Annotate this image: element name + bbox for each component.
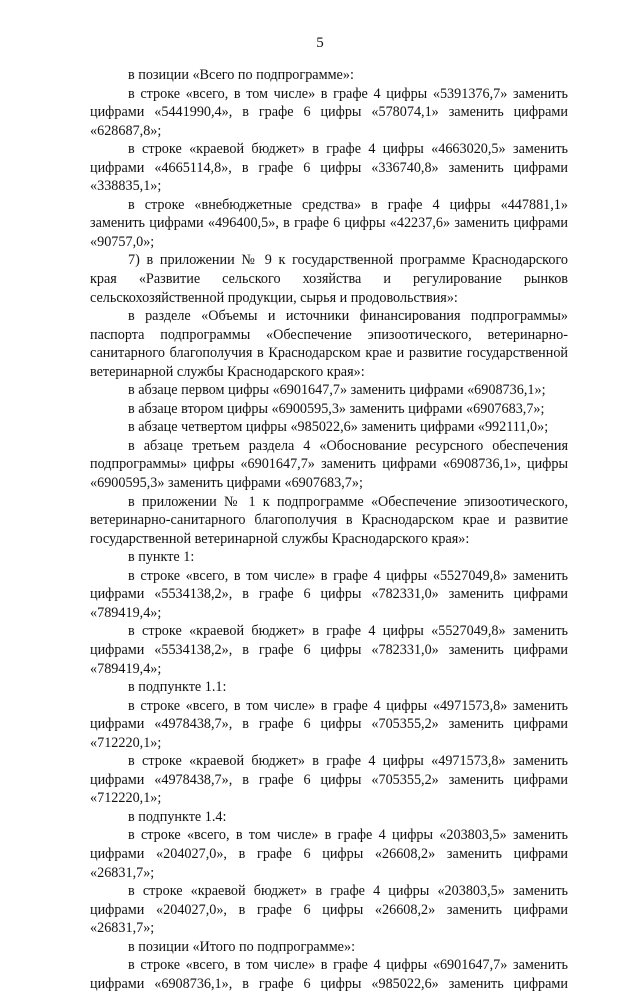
paragraph: в строке «всего, в том числе» в графе 4 цифры «4971573,8» заменить цифрами «4978438,7», в графе 6 цифры «705355,2» заменить цифрами «712220,1»; [90, 697, 568, 751]
paragraph: в строке «краевой бюджет» в графе 4 цифры «4971573,8» заменить цифрами «4978438,7», в графе 6 цифры «705355,2» заменить цифрами «712220,1»; [90, 753, 568, 807]
page-number: 5 [316, 35, 324, 51]
paragraph: в абзаце третьем раздела 4 «Обоснование ресурсного обеспечения подпрограммы» цифры «6901647,7» заменить цифрами «6908736,1», цифры «6900595,3» заменить цифрами «6907683,7»; [90, 437, 568, 492]
paragraph: в позиции «Итого по подпрограмме»: [128, 938, 356, 955]
paragraph: в строке «краевой бюджет» в графе 4 цифры «203803,5» заменить цифрами «204027,0», в графе 6 цифры «26608,2» заменить цифрами «26831,7»; [90, 883, 568, 937]
paragraph: в строке «всего, в том числе» в графе 4 цифры «203803,5» заменить цифрами «204027,0», в графе 6 цифры «26608,2» заменить цифрами «26831,7»; [90, 827, 568, 881]
paragraph: в абзаце втором цифры «6900595,3» заменить цифрами «6907683,7»; [128, 400, 545, 417]
paragraph: в абзаце первом цифры «6901647,7» заменить цифрами «6908736,1»; [128, 382, 546, 399]
paragraph: в строке «всего, в том числе» в графе 4 цифры «5527049,8» заменить цифрами «5534138,2», в графе 6 цифры «782331,0» заменить цифрами «789419,4»; [90, 567, 568, 621]
paragraph: в строке «краевой бюджет» в графе 4 цифры «5527049,8» заменить цифрами «5534138,2», в графе 6 цифры «782331,0» заменить цифрами «789419,4»; [90, 623, 568, 677]
paragraph: в строке «всего, в том числе» в графе 4 цифры «6901647,7» заменить цифрами «6908736,1», в графе 6 цифры «985022,6» заменить цифрами [90, 957, 568, 992]
paragraph: в абзаце четвертом цифры «985022,6» заменить цифрами «992111,0»; [128, 419, 549, 436]
paragraph: в приложении № 1 к подпрограмме «Обеспечение эпизоотического, ветеринарно-санитарного благополучия в Краснодарском крае и развитие государственной ветеринарной службы Краснодарского края»: [90, 493, 568, 547]
paragraph: в позиции «Всего по подпрограмме»: [128, 67, 354, 83]
paragraph: в подпункте 1.4: [128, 808, 227, 825]
paragraph: в пункте 1: [128, 549, 195, 566]
paragraph: в разделе «Объемы и источники финансирования подпрограммы» паспорта подпрограммы «Обеспечение эпизоотического, ветеринарно-санитарного благополучия в Краснодарском крае и развитие государственной ветеринарной службы Краснодарского края»: [90, 308, 568, 380]
document-body [90, 66, 568, 993]
paragraph: в строке «всего, в том числе» в графе 4 цифры «5391376,7» заменить цифрами «5441990,4», в графе 6 цифры «578074,1» заменить цифрами «628687,8»; [90, 85, 568, 139]
paragraph: 7) в приложении № 9 к государственной программе Краснодарского края «Развитие сельского хозяйства и регулирование рынков сельскохозяйственной продукции, сырья и продовольствия»: [90, 252, 568, 306]
paragraph: в подпункте 1.1: [128, 679, 227, 696]
paragraph: в строке «краевой бюджет» в графе 4 цифры «4663020,5» заменить цифрами «4665114,8», в графе 6 цифры «336740,8» заменить цифрами «338835,1»; [90, 141, 568, 195]
paragraph: в строке «внебюджетные средства» в графе 4 цифры «447881,1» заменить цифрами «496400,5», в графе 6 цифры «42237,6» заменить цифрами «90757,0»; [90, 196, 568, 250]
